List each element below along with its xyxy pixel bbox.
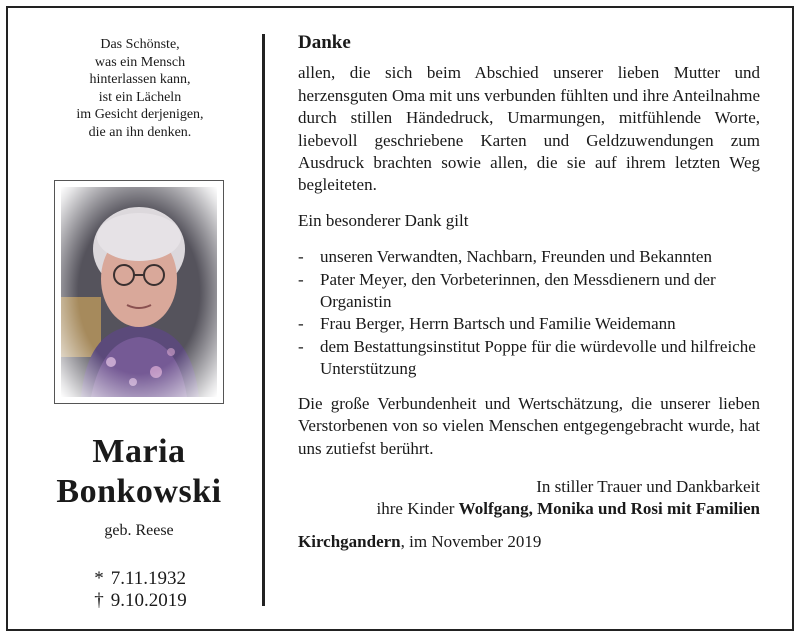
list-dash: - [298, 336, 304, 356]
life-dates [92, 568, 187, 612]
last-name: Bonkowski [56, 473, 222, 510]
left-column [8, 8, 270, 629]
quote-line: die an ihn denken. [88, 124, 192, 140]
list-dash: - [298, 314, 304, 334]
quote-line: im Gesicht derjenigen, [76, 107, 204, 123]
list-item [298, 313, 760, 335]
birth-date-row [92, 568, 187, 590]
place-name: Kirchgandern [298, 531, 401, 551]
place-date-line [298, 531, 760, 553]
thanks-message [298, 32, 760, 553]
obituary-frame [6, 6, 794, 631]
list-item-text: dem Bestattungsinstitut Poppe für die würdevolle und hilfreiche Unterstützung [320, 336, 756, 379]
birth-name: geb. Reese [104, 522, 174, 539]
special-thanks-heading: Ein besonderer Dank gilt [298, 210, 469, 230]
family-names: Wolfgang, Monika und Rosi mit Familien [458, 499, 760, 519]
death-date-row [92, 590, 187, 612]
quote-line: was ein Mensch [94, 54, 186, 70]
closing-paragraph: Die große Verbundenheit und Wertschätzung, die unserer lieben Verstorbenen von so vielen Menschen entgegengebracht wurde, hat uns zutiefst berührt. [298, 393, 760, 458]
list-item-text: Frau Berger, Herrn Bartsch und Familie Weidemann [320, 314, 676, 334]
death-date: 9.10.2019 [110, 590, 187, 611]
portrait-frame [54, 180, 224, 404]
quote-line: ist ein Lächeln [98, 89, 182, 105]
list-dash: - [298, 247, 304, 267]
portrait-photo [61, 187, 217, 397]
signature-block [298, 476, 760, 521]
list-item-text: Pater Meyer, den Vorbeterinnen, den Messdienern und der Organistin [320, 269, 716, 312]
photo-vignette [61, 187, 217, 397]
list-item [298, 336, 760, 381]
list-item-text: unseren Verwandten, Nachbarn, Freunden und Bekannten [320, 247, 712, 267]
death-cross-icon: † [94, 590, 104, 611]
intro-paragraph: allen, die sich beim Abschied unserer lieben Mutter und herzensguten Oma mit uns verbunden fühlten und ihre Anteilnahme durch stillen Händedruck, Umarmungen, mitfühlende Worte, liebevoll geschriebene Karten und Geldzuwendungen zum Ausdruck brachten sowie allen, die sie auf ihrem letzten Weg begleiteten. [298, 63, 760, 195]
first-name: Maria [92, 433, 186, 470]
quote-line: Das Schönste, [100, 37, 180, 52]
family-line [298, 498, 760, 520]
list-item [298, 269, 760, 314]
vertical-divider [262, 34, 265, 606]
birth-date: 7.11.1932 [110, 568, 187, 589]
family-prefix: ihre Kinder [376, 499, 459, 519]
date-line: , im November 2019 [400, 531, 542, 551]
thanks-list [298, 246, 760, 380]
mourning-line: In stiller Trauer und Dankbarkeit [536, 476, 760, 496]
list-item [298, 246, 760, 268]
birth-star-icon: * [94, 568, 104, 589]
quote-line: hinterlassen kann, [89, 72, 191, 88]
memorial-quote [42, 36, 238, 142]
list-dash: - [298, 269, 304, 289]
message-heading: Danke [298, 32, 351, 53]
